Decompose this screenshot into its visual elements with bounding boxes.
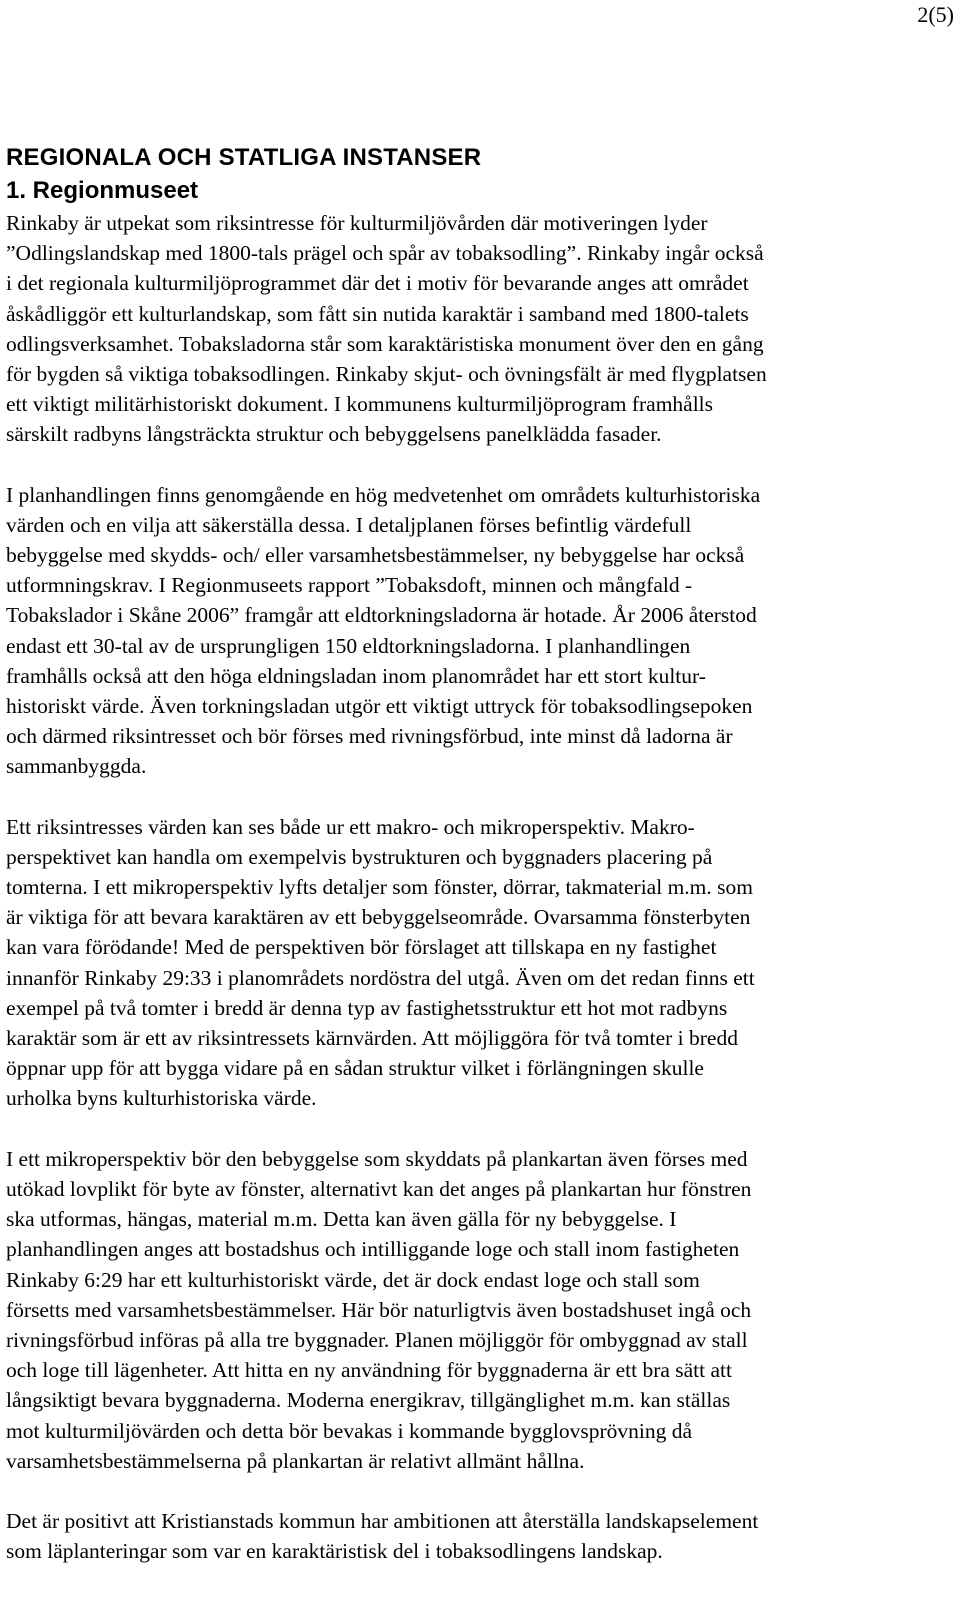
section-title: 1. Regionmuseet — [6, 177, 199, 204]
paragraph-gap — [6, 1476, 936, 1506]
page-number: 2(5) — [917, 2, 954, 27]
paragraph-landskapselement: Det är positivt att Kristianstads kommun har ambitionen att återställa landskapselement som läplanteringar som var en karaktäristisk del i tobaksodlingens landskap. — [6, 1508, 759, 1564]
paragraph-riksintresse: Rinkaby är utpekat som riksintresse för kulturmiljövården där motiveringen lyder ”Odlingslandskap med 1800-tals prägel och spår av tobaksodling”. Rinkaby ingår också i det regionala kulturmiljöprogrammet där det i motiv för bevarande anges att området åskådliggör ett kulturlandskap, som fått sin nutida karaktär i samband med 1800-talets odlingsverksamhet. Tobaksladorna står som karaktäristiska monument över den en gång för bygden så viktiga tobaksodlingen. Rinkaby skjut- och övningsfält är med flygplatsen ett viktigt militärhistoriskt dokument. I kommunens kulturmiljöprogram framhålls särskilt radbyns långsträckta struktur och bebyggelsens panelklädda fasader. — [6, 211, 767, 447]
paragraph-makro-mikro: Ett riksintresses värden kan ses både ur ett makro- och mikroperspektiv. Makro- perspektivet kan handla om exempelvis bystrukturen och byggnaders placering på tomterna. I ett mikroperspektiv lyfts detaljer som fönster, dörrar, takmaterial m.m. som är viktiga för att bevara karaktären av ett bebyggelseområde. Ovarsamma fönsterbyten kan vara förödande! Med de perspektiven bör förslaget att tillskapa en ny fastighet innanför Rinkaby 29:33 i planområdets nordöstra del utgå. Även om det redan finns ett exempel på två tomter i bredd är denna typ av fastighetsstruktur ett hot mot radbyns karaktär som är ett av riksintressets kärnvärden. Att möjliggöra för två tomter i bredd öppnar upp för att bygga vidare på en sådan struktur vilket i förlängningen skulle urholka byns kulturhistoriska värde. — [6, 814, 755, 1111]
document-heading: REGIONALA OCH STATLIGA INSTANSER — [6, 144, 482, 171]
paragraph-planhandlingen: I planhandlingen finns genomgående en hög medvetenhet om områdets kulturhistoriska värden och en vilja att säkerställa dessa. I detaljplanen förses befintlig värdefull bebyggelse med skydds- och/ eller varsamhetsbestämmelser, ny bebyggelse har också utformningskrav. I Regionmuseets rapport ”Tobaksdoft, minnen och mångfald - Tobakslador i Skåne 2006” framgår att eldtorkningsladorna är hotade. År 2006 återstod endast ett 30-tal av de ursprungligen 150 eldtorkningsladorna. I planhandlingen framhålls också att den höga eldningsladan inom planområdet har ett stort kultur- historiskt värde. Även torkningsladan utgör ett viktigt uttryck för tobaksodlingsepoken och därmed riksintresset och bör förses med rivningsförbud, inte minst då ladorna är sammanbyggda. — [6, 482, 761, 779]
paragraph-gap — [6, 450, 936, 480]
document-body — [6, 142, 936, 1566]
paragraph-gap — [6, 782, 936, 812]
paragraph-gap — [6, 1114, 936, 1144]
paragraph-mikroperspektiv: I ett mikroperspektiv bör den bebyggelse som skyddats på plankartan även förses med utökad lovplikt för byte av fönster, alternativt kan det anges på plankartan hur fönstren ska utformas, hängas, material m.m. Detta kan även gälla för ny bebyggelse. I planhandlingen anges att bostadshus och intilliggande loge och stall inom fastigheten Rinkaby 6:29 har ett kulturhistoriskt värde, det är dock endast loge och stall som försetts med varsamhetsbestämmelser. Här bör naturligtvis även bostadshuset ingå och rivningsförbud införas på alla tre byggnader. Planen möjliggör för ombyggnad av stall och loge till lägenheter. Att hitta en ny användning för byggnaderna är ett bra sätt att långsiktigt bevara byggnaderna. Moderna energikrav, tillgänglighet m.m. kan ställas mot kulturmiljövärden och detta bör bevakas i kommande bygglovsprövning då varsamhetsbestämmelserna på plankartan är relativt allmänt hållna. — [6, 1146, 752, 1473]
